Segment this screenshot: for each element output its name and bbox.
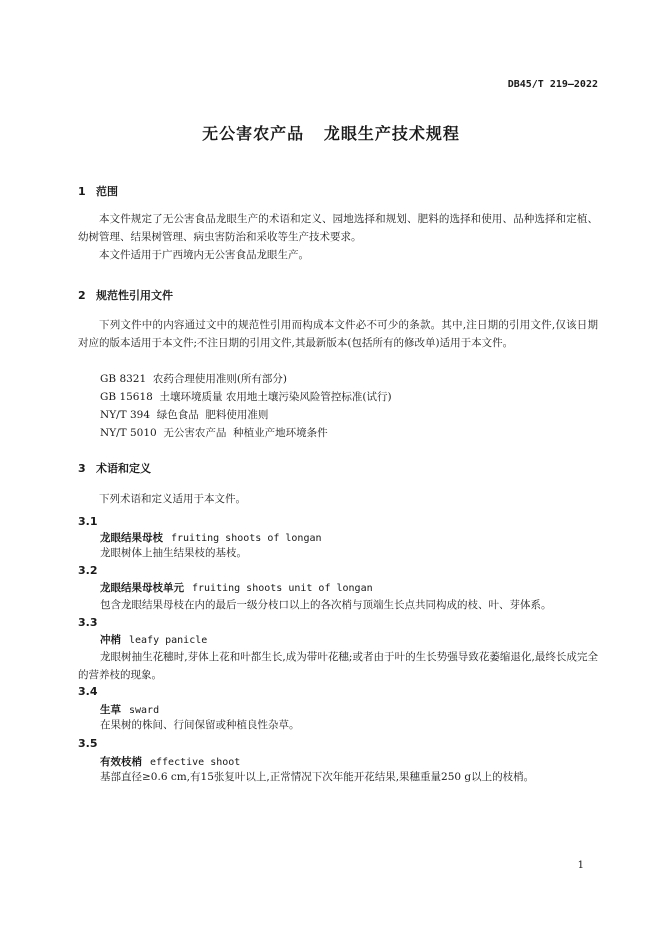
term-zh: 冲梢: [100, 634, 121, 646]
reference-item: NY/T 5010 无公害农产品 种植业产地环境条件: [100, 427, 328, 439]
term-number: 3.5: [78, 737, 98, 750]
term-zh: 龙眼结果母枝: [100, 532, 163, 544]
section-number: 1: [78, 185, 86, 198]
term-number: 3.4: [78, 685, 98, 698]
section-number: 3: [78, 462, 86, 475]
term-definition: 包含龙眼结果母枝在内的最后一级分枝口以上的各次梢与顶端生长点共同构成的枝、叶、芽体系。: [100, 599, 552, 611]
term-zh: 有效枝梢: [100, 756, 142, 768]
term-entry: [100, 580, 373, 595]
term-zh: 生草: [100, 704, 121, 716]
reference-item: NY/T 394 绿色食品 肥料使用准则: [100, 409, 269, 421]
section-heading-normative-references: [78, 287, 173, 303]
term-definition: 龙眼树抽生花穗时,芽体上花和叶都生长,成为带叶花穗;或者由于叶的生长势强导致花萎缩退化,最终长成完全的营养枝的现象。: [78, 651, 598, 681]
term-number: 3.1: [78, 515, 98, 528]
term-entry: [100, 702, 159, 717]
paragraph: 下列术语和定义适用于本文件。: [99, 493, 246, 505]
paragraph: 本文件规定了无公害食品龙眼生产的术语和定义、园地选择和规划、肥料的选择和使用、品种选择和定植、幼树管理、结果树管理、病虫害防治和采收等生产技术要求。: [78, 213, 598, 243]
section-number: 2: [78, 289, 86, 302]
term-entry: [100, 754, 240, 769]
section-title: 规范性引用文件: [96, 289, 173, 302]
term-entry: [100, 530, 322, 545]
reference-item: GB 8321 农药合理使用准则(所有部分): [100, 373, 288, 385]
paragraph: 本文件适用于广西境内无公害食品龙眼生产。: [99, 249, 309, 261]
term-entry: [100, 632, 207, 647]
term-number: 3.3: [78, 616, 98, 629]
reference-item: GB 15618 土壤环境质量 农用地土壤污染风险管控标准(试行): [100, 391, 392, 403]
term-en: fruiting shoots of longan: [171, 533, 322, 544]
term-en: fruiting shoots unit of longan: [192, 583, 373, 594]
page-number: 1: [577, 860, 584, 871]
term-zh: 龙眼结果母枝单元: [100, 582, 184, 594]
paragraph: 下列文件中的内容通过文中的规范性引用而构成本文件必不可少的条款。其中,注日期的引用文件,仅该日期对应的版本适用于本文件;不注日期的引用文件,其最新版本(包括所有的修改单)适用于本文件。: [78, 319, 598, 349]
standard-code: DB45/T 219—2022: [507, 79, 598, 90]
section-title: 术语和定义: [96, 462, 151, 475]
section-heading-scope: [78, 183, 118, 199]
section-title: 范围: [96, 185, 118, 198]
term-definition: 基部直径≥0.6 cm,有15张复叶以上,正常情况下次年能开花结果,果穗重量250 g以上的枝梢。: [100, 771, 535, 783]
document-title: 无公害农产品 龙眼生产技术规程: [202, 124, 460, 143]
term-definition: 在果树的株间、行间保留或种植良性杂草。: [100, 719, 300, 731]
term-en: leafy panicle: [129, 635, 208, 646]
term-en: sward: [129, 705, 160, 716]
term-en: effective shoot: [150, 757, 241, 768]
term-number: 3.2: [78, 564, 98, 577]
section-heading-terms-definitions: [78, 460, 151, 476]
term-definition: 龙眼树体上抽生结果枝的基枝。: [100, 547, 247, 559]
